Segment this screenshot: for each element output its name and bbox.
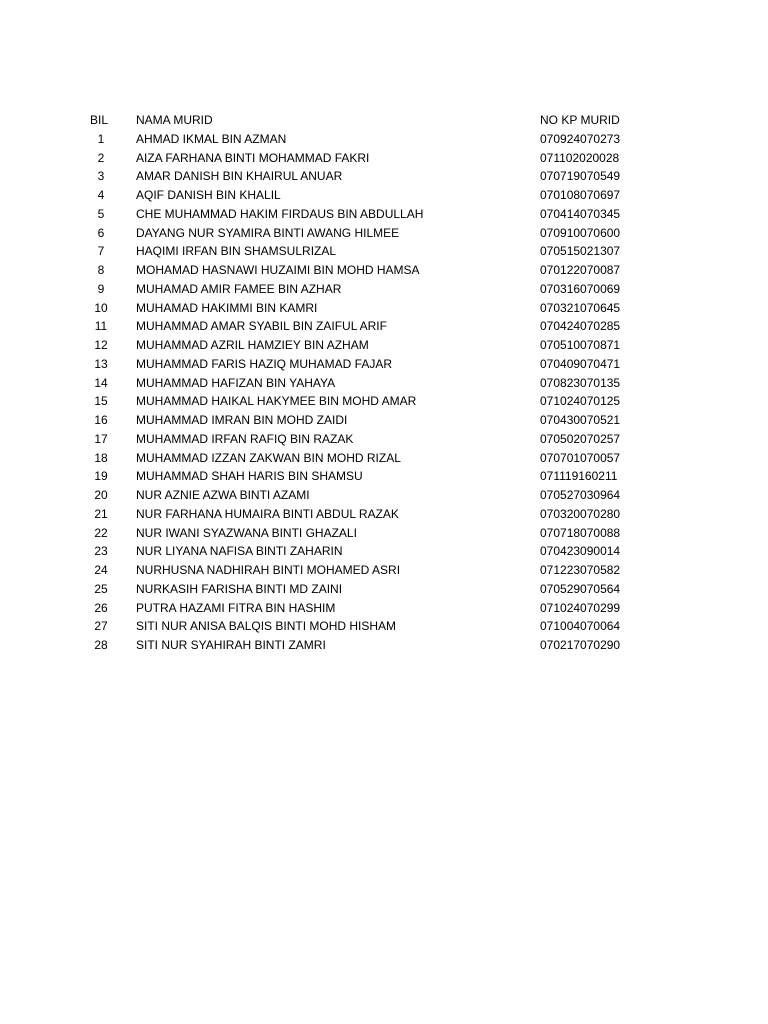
row-number: 16 [94,413,108,427]
student-ic-number: 070108070697 [540,188,621,202]
student-ic-number: 071102020028 [540,150,620,165]
table-row [84,224,650,243]
table-row [84,486,650,505]
row-number: 24 [94,563,108,577]
student-ic-number: 070515021307 [540,244,621,259]
student-name: MUHAMAD AMIR FAMEE BIN AZHAR [136,281,342,296]
table-row [84,317,650,336]
table-row [84,149,650,168]
student-name: PUTRA HAZAMI FITRA BIN HASHIM [136,600,336,615]
row-number: 5 [97,206,105,221]
table-row [84,261,650,280]
table-row [84,542,650,561]
student-name: SITI NUR ANISA BALQIS BINTI MOHD HISHAM [136,619,397,634]
table-body [84,130,650,655]
row-number: 28 [94,638,108,652]
row-number: 3 [97,169,105,184]
student-ic-number: 070414070345 [540,206,621,221]
row-number: 17 [94,431,108,446]
student-name: MUHAMMAD IMRAN BIN MOHD ZAIDI [136,413,348,427]
row-number: 7 [97,244,105,259]
student-name: MUHAMMAD HAFIZAN BIN YAHAYA [136,375,336,390]
table-row [84,374,650,393]
student-ic-number: 071024070299 [540,600,621,615]
row-number: 9 [97,281,105,296]
header-nama-murid: NAMA MURID [136,113,213,127]
student-ic-number: 070217070290 [540,638,621,652]
row-number: 23 [94,544,108,559]
table-row [84,561,650,580]
student-name: NUR LIYANA NAFISA BINTI ZAHARIN [136,544,343,559]
row-number: 10 [94,300,108,315]
row-number: 4 [97,188,105,202]
table-row [84,242,650,261]
row-number: 13 [94,356,108,371]
student-ic-number: 070924070273 [540,131,621,146]
table-row [84,411,650,430]
student-ic-number: 070510070871 [540,338,621,352]
table-row [84,392,650,411]
student-name: CHE MUHAMMAD HAKIM FIRDAUS BIN ABDULLAH [136,206,424,221]
student-ic-number: 071004070064 [540,619,621,634]
table-header [84,111,650,130]
table-row [84,580,650,599]
student-ic-number: 071223070582 [540,563,621,577]
student-name: MUHAMAD HAKIMMI BIN KAMRI [136,300,318,315]
student-name: MUHAMMAD FARIS HAZIQ MUHAMAD FAJAR [136,356,393,371]
student-name: HAQIMI IRFAN BIN SHAMSULRIZAL [136,244,337,259]
row-number: 21 [94,506,108,521]
student-name: NUR FARHANA HUMAIRA BINTI ABDUL RAZAK [136,506,399,521]
student-ic-number: 070423090014 [540,544,621,559]
student-name: AHMAD IKMAL BIN AZMAN [136,131,287,146]
header-no-kp-murid: NO KP MURID [540,113,620,127]
row-number: 12 [94,338,108,352]
table-row [84,280,650,299]
student-ic-number: 070430070521 [540,413,621,427]
student-name: MUHAMMAD AZRIL HAMZIEY BIN AZHAM [136,338,369,352]
student-name: NUR IWANI SYAZWANA BINTI GHAZALI [136,525,357,540]
student-ic-number: 070122070087 [540,263,621,277]
student-name: SITI NUR SYAHIRAH BINTI ZAMRI [136,638,326,652]
row-number: 18 [94,450,108,465]
row-number: 20 [94,488,108,502]
student-ic-number: 070718070088 [540,525,621,540]
row-number: 1 [97,131,105,146]
table-row [84,467,650,486]
student-ic-number: 070527030964 [540,488,621,502]
student-name: NURKASIH FARISHA BINTI MD ZAINI [136,581,343,596]
student-name: AMAR DANISH BIN KHAIRUL ANUAR [136,169,343,184]
student-list-table [84,111,650,655]
student-name: MUHAMMAD IZZAN ZAKWAN BIN MOHD RIZAL [136,450,401,465]
row-number: 22 [94,525,108,540]
row-number: 27 [94,619,108,634]
row-number: 11 [94,319,108,334]
table-row [84,430,650,449]
table-row [84,505,650,524]
student-ic-number: 071024070125 [540,394,621,409]
student-name: MUHAMMAD SHAH HARIS BIN SHAMSU [136,469,363,484]
student-ic-number: 070321070645 [540,300,621,315]
student-ic-number: 070701070057 [540,450,621,465]
row-number: 8 [97,263,105,277]
student-name: MOHAMAD HASNAWI HUZAIMI BIN MOHD HAMSA [136,263,420,277]
row-number: 14 [94,375,108,390]
student-ic-number: 071119160211 [540,469,618,484]
student-name: NUR AZNIE AZWA BINTI AZAMI [136,488,310,502]
student-ic-number: 070409070471 [540,356,621,371]
table-row [84,205,650,224]
student-name: MUHAMMAD HAIKAL HAKYMEE BIN MOHD AMAR [136,394,417,409]
row-number: 19 [94,469,108,484]
table-row [84,336,650,355]
table-row [84,449,650,468]
row-number: 15 [94,394,108,409]
table-row [84,617,650,636]
table-row [84,355,650,374]
student-name: MUHAMMAD AMAR SYABIL BIN ZAIFUL ARIF [136,319,387,334]
student-ic-number: 070316070069 [540,281,621,296]
table-row [84,299,650,318]
table-row [84,636,650,655]
student-ic-number: 070320070280 [540,506,621,521]
student-name: DAYANG NUR SYAMIRA BINTI AWANG HILMEE [136,225,400,240]
student-ic-number: 070823070135 [540,375,621,390]
student-name: NURHUSNA NADHIRAH BINTI MOHAMED ASRI [136,563,401,577]
student-ic-number: 070719070549 [540,169,621,184]
table-row [84,130,650,149]
student-ic-number: 070424070285 [540,319,621,334]
student-name: AIZA FARHANA BINTI MOHAMMAD FAKRI [136,150,370,165]
row-number: 6 [97,225,105,240]
table-row [84,167,650,186]
row-number: 2 [97,150,105,165]
table-row [84,186,650,205]
student-name: AQIF DANISH BIN KHALIL [136,188,281,202]
table-row [84,524,650,543]
header-bil: BIL [90,113,109,127]
header-row [84,111,650,130]
student-ic-number: 070910070600 [540,225,621,240]
student-ic-number: 070529070564 [540,581,621,596]
row-number: 26 [94,600,108,615]
student-name: MUHAMMAD IRFAN RAFIQ BIN RAZAK [136,431,354,446]
student-ic-number: 070502070257 [540,431,621,446]
table-row [84,599,650,618]
row-number: 25 [94,581,108,596]
